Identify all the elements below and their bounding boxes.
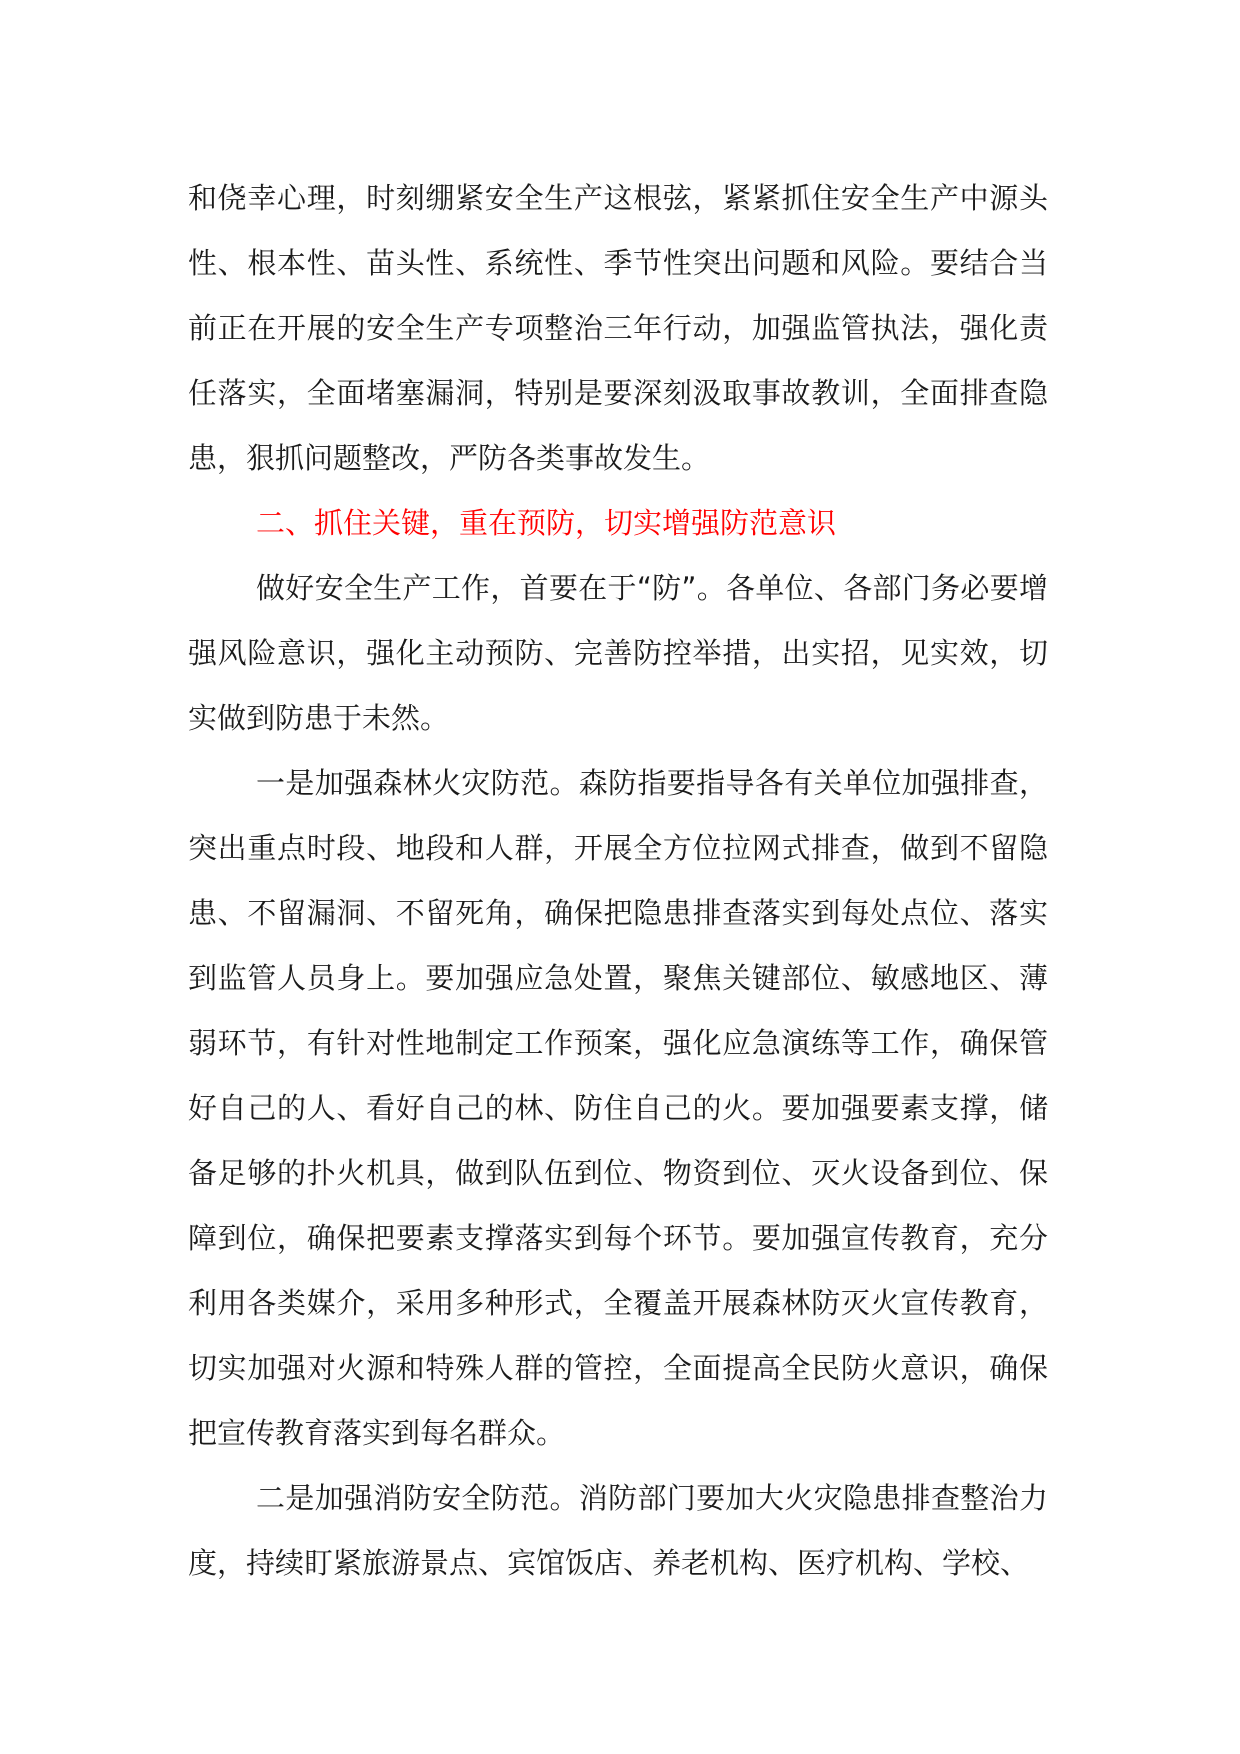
document-body bbox=[188, 166, 1048, 1596]
paragraph-fire-safety: 二是加强消防安全防范。消防部门要加大火灾隐患排查整治力度，持续盯紧旅游景点、宾馆饭店、养老机构、医疗机构、学校、 bbox=[188, 1481, 1048, 1580]
paragraph-forest-fire: 一是加强森林火灾防范。森防指要指导各有关单位加强排查，突出重点时段、地段和人群，开展全方位拉网式排查，做到不留隐患、不留漏洞、不留死角，确保把隐患排查落实到每处点位、落实到监管人员身上。要加强应急处置，聚焦关键部位、敏感地区、薄弱环节，有针对性地制定工作预案，强化应急演练等工作，确保管好自己的人、看好自己的林、防住自己的火。要加强要素支撑，储备足够的扑火机具，做到队伍到位、物资到位、灭火设备到位、保障到位，确保把要素支撑落实到每个环节。要加强宣传教育，充分利用各类媒介，采用多种形式，全覆盖开展森林防灭火宣传教育，切实加强对火源和特殊人群的管控，全面提高全民防火意识，确保把宣传教育落实到每名群众。 bbox=[188, 766, 1048, 1450]
paragraph-prevention-intro: 做好安全生产工作，首要在于“防”。各单位、各部门务必要增强风险意识，强化主动预防、完善防控举措，出实招，见实效，切实做到防患于未然。 bbox=[188, 571, 1048, 735]
section-heading: 二、抓住关键，重在预防，切实增强防范意识 bbox=[256, 506, 837, 540]
paragraph-continuation: 和侥幸心理，时刻绷紧安全生产这根弦，紧紧抓住安全生产中源头性、根本性、苗头性、系统性、季节性突出问题和风险。要结合当前正在开展的安全生产专项整治三年行动，加强监管执法，强化责任落实，全面堵塞漏洞，特别是要深刻汲取事故教训，全面排查隐患，狠抓问题整改，严防各类事故发生。 bbox=[188, 181, 1048, 475]
